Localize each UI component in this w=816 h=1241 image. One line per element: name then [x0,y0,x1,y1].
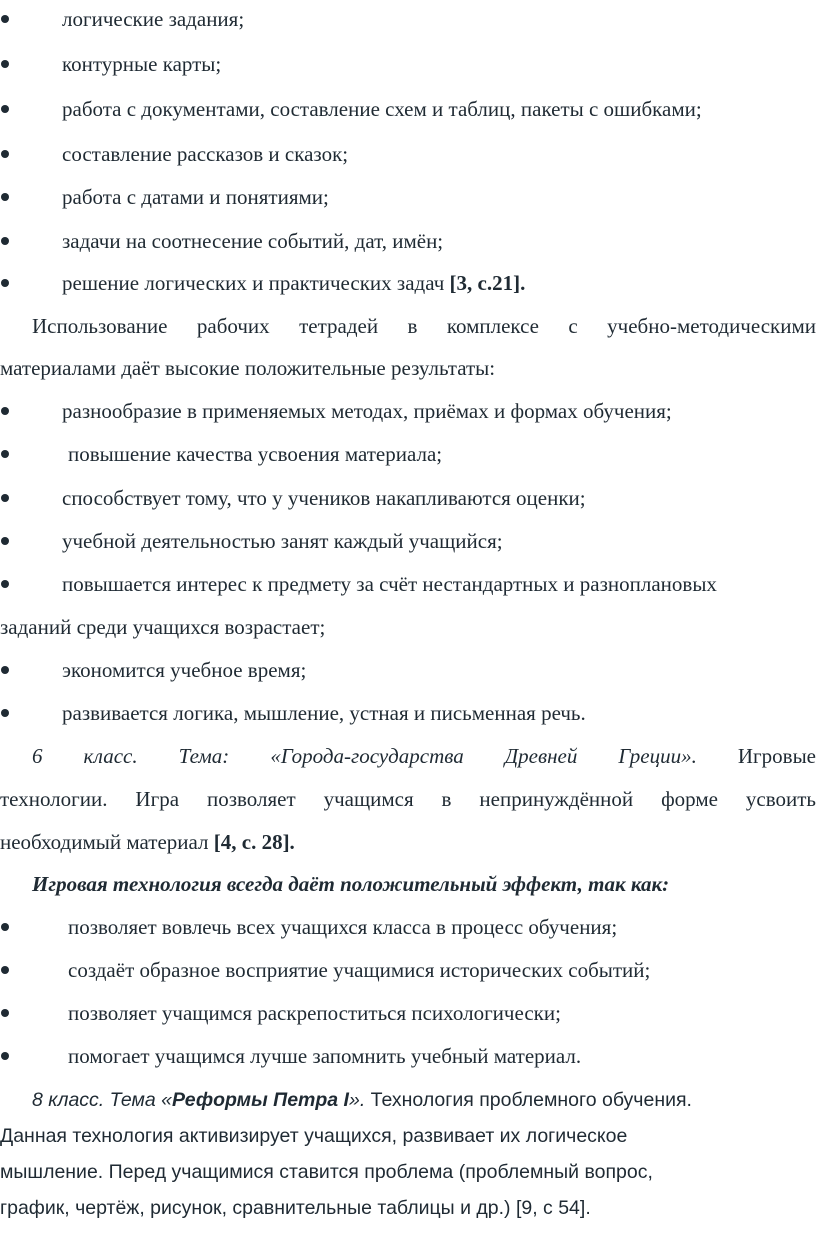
bullet-icon [1,1009,9,1017]
list-item [0,139,816,169]
bullet-icon [1,580,9,588]
list-item [0,268,816,298]
citation: [3, с.21]. [449,271,526,295]
section-heading [0,869,816,899]
bullet-icon [1,966,9,974]
bullet-icon [1,494,9,502]
lesson-topic: 6 класс. Тема: «Города-государства Древней Греции». [32,744,697,768]
lesson-topic-title: Реформы Петра I [172,1089,349,1111]
list-item [0,998,816,1028]
list-item-text: работа с документами, составление схем и таблиц, пакеты с ошибками; [62,97,702,121]
paragraph-line [0,827,816,857]
bullet-icon [1,450,9,458]
list-item [0,569,816,599]
list-item-text: повышается интерес к предмету за счёт нестандартных и разноплановых [62,572,717,596]
list-item-text: повышение качества усвоения материала; [68,442,443,466]
list-item-continuation: заданий среди учащихся возрастает; [0,615,326,639]
bullet-icon [1,279,9,287]
paragraph-text: Технология проблемного обучения. [365,1089,692,1111]
paragraph-line [0,1085,816,1115]
citation: [4, с. 28]. [213,830,295,854]
bullet-icon [1,923,9,931]
list-item [0,94,816,124]
bullet-icon [1,237,9,245]
list-item-text: контурные карты; [62,52,222,76]
list-item [0,1041,816,1071]
list-item-text [62,268,525,298]
paragraph-line: Данная технология активизирует учащихся, развивает их логическое [0,1125,628,1147]
paragraph-line: Использование рабочих тетрадей в комплексе с учебно-методическими [32,314,816,338]
lesson-topic-text: ». [348,1089,366,1111]
lesson-topic [32,1089,365,1111]
list-item [0,182,816,212]
paragraph-line: мышление. Перед учащимися ставится проблема (проблемный вопрос, [0,1161,653,1183]
list-item [0,526,816,556]
paragraph-line: технологии. Игра позволяет учащимся в непринуждённой форме усвоить [0,787,816,811]
list-item-text: позволяет вовлечь всех учащихся класса в процесс обучения; [68,915,618,939]
list-item-text: учебной деятельностью занят каждый учащийся; [62,529,503,553]
bullet-icon [1,105,9,113]
list-item-text: составление рассказов и сказок; [62,142,349,166]
paragraph-line: график, чертёж, рисунок, сравнительные таблицы и др.) [9, с 54]. [0,1197,591,1219]
list-item-text: позволяет учащимся раскрепоститься психологически; [68,1001,561,1025]
bullet-icon [1,15,9,23]
bullet-icon [1,60,9,68]
bullet-icon [1,193,9,201]
section-heading-text: Игровая технология всегда даёт положительный эффект, так как: [32,872,670,896]
bullet-icon [1,709,9,717]
list-item-text: задачи на соотнесение событий, дат, имён; [62,229,444,253]
list-item [0,912,816,942]
paragraph-line [0,741,816,771]
lesson-topic-text: 8 класс. Тема « [32,1089,173,1111]
list-item [0,655,816,685]
list-item [0,698,816,728]
list-item-text: экономится учебное время; [62,658,307,682]
list-item [0,49,816,79]
list-item-text: логические задания; [62,7,245,31]
paragraph-text: необходимый материал [0,830,209,854]
list-item [0,439,816,469]
bullet-icon [1,537,9,545]
list-item [0,955,816,985]
bullet-icon [1,407,9,415]
bullet-icon [1,150,9,158]
bullet-icon [1,1052,9,1060]
list-item-text: работа с датами и понятиями; [62,185,329,209]
list-item-text: развивается логика, мышление, устная и письменная речь. [62,701,586,725]
list-item [0,4,816,34]
list-item-main: решение логических и практических задач [62,271,445,295]
list-item [0,396,816,426]
paragraph-text: Игровые [737,744,816,768]
list-item-text: способствует тому, что у учеников накапливаются оценки; [62,486,586,510]
list-item-text: помогает учащимся лучше запомнить учебный материал. [68,1044,582,1068]
bullet-icon [1,666,9,674]
paragraph-line: материалами даёт высокие положительные результаты: [0,356,496,380]
list-item-text: создаёт образное восприятие учащимися исторических событий; [68,958,651,982]
list-item-text: разнообразие в применяемых методах, приёмах и формах обучения; [62,399,672,423]
list-item [0,226,816,256]
list-item [0,483,816,513]
